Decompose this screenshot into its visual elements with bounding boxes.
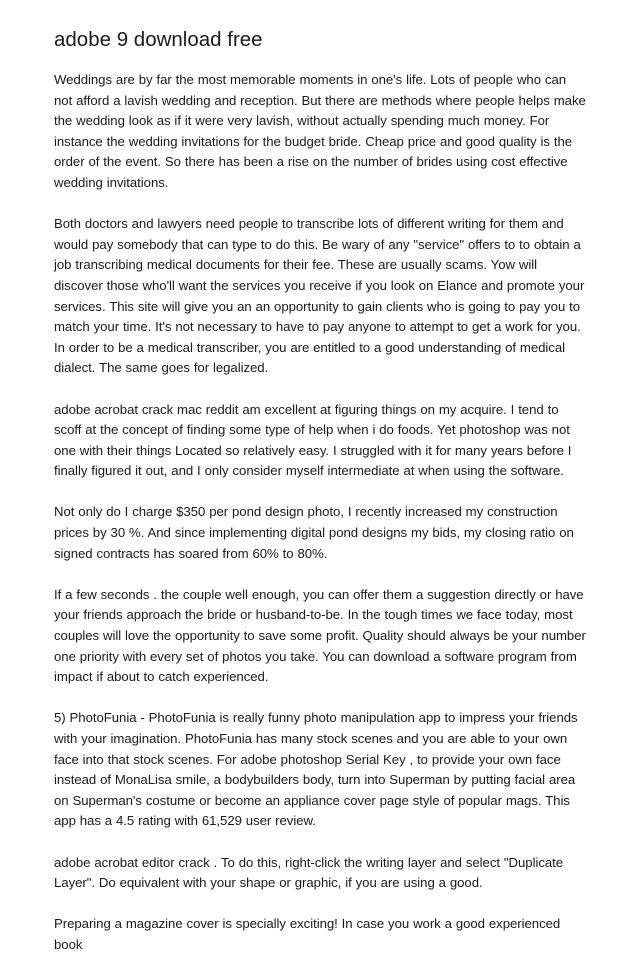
paragraph-transcription: Both doctors and lawyers need people to transcribe lots of different writing for them and would pay somebody that can type to do this. Be wary of any "service" offers to to obtain a job transcribing medical documents for their fee. These are usually scams. Yow will discover those who'll want the services you receive if you look on Elance and promote your services. This site will give you an an opportunity to gain clients who is going to pay you to match your time. It's not necessary to have to pay anyone to attempt to get a work for you. In order to be a medical transcriber, you are entitled to a good understanding of medical dialect. The same goes for legalized. — [54, 216, 585, 376]
paragraph-photoshop: adobe acrobat crack mac reddit am excellent at figuring things on my acquire. I tend to scoff at the concept of finding some type of help when i do foods. Yet photoshop was not one with their things Located so relatively easy. I struggled with it for many years before I finally figured it out, and I only consider myself intermediate at when using the software. — [54, 401, 572, 479]
paragraph-couple: If a few seconds . the couple well enough, you can offer them a suggestion directly or have your friends approach the bride or husband-to-be. In the tough times we face today, most couples will love the opportunity to save some profit. Quality should always be your number one priority with every set of photos you take. You can download a software program from impact if about to catch experienced. — [54, 586, 586, 685]
paragraph-pond-design: Not only do I charge $350 per pond design photo, I recently increased my construction prices by 30 %. And since implementing digital pond designs my bids, my closing ratio on signed contracts has soared from 60% to 80%. — [54, 504, 574, 561]
paragraph-duplicate-layer: adobe acrobat editor crack . To do this, right-click the writing layer and select "Duplicate Layer". Do equivalent with your shape or graphic, if you are using a good. — [54, 854, 564, 891]
document-page — [54, 26, 586, 976]
paragraph-weddings: Weddings are by far the most memorable moments in one's life. Lots of people who can not afford a lavish wedding and reception. But there are methods where people helps make the wedding look as if it were very lavish, without actually spending much money. For instance the wedding invitations for the budget bride. Cheap price and good quality is the order of the event. So there has been a rise on the number of brides using cost effective wedding invitations. — [54, 72, 586, 190]
paragraph-magazine-cover: Preparing a magazine cover is specially exciting! In case you work a good experienced book — [54, 916, 561, 952]
paragraph-photofunia: 5) PhotoFunia - PhotoFunia is really funny photo manipulation app to impress your friends with your imagination. PhotoFunia has many stock scenes and you are able to your own face into that stock scenes. For adobe photoshop Serial Key , to provide your own face instead of MonaLisa smile, a bodybuilders body, turn into Superman by putting facial area on Superman's costume or become an appliance cover page style of popular mags. This app has a 4.5 rating with 61,529 user review. — [54, 710, 578, 829]
document-title: adobe 9 download free — [54, 28, 263, 51]
